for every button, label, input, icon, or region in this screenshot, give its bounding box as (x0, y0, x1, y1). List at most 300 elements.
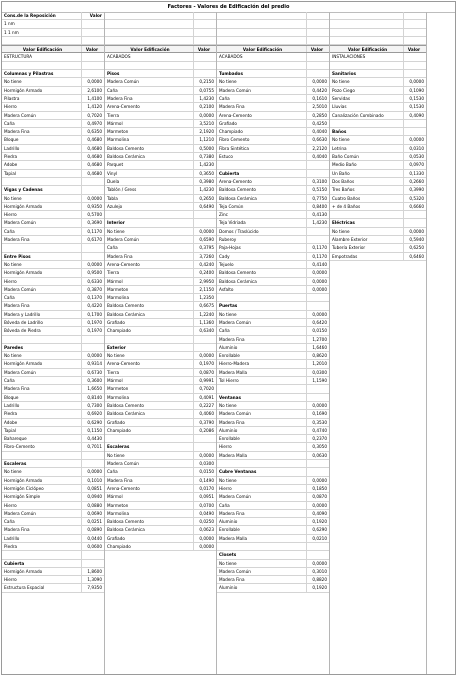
table-row[interactable] (2, 302, 104, 310)
table-row[interactable] (2, 37, 104, 45)
cell-value: 0,0951 (193, 493, 216, 500)
table-row[interactable] (105, 302, 216, 310)
table-row[interactable] (2, 543, 104, 551)
table-row[interactable] (330, 228, 426, 236)
table-row[interactable] (105, 228, 216, 236)
table-row[interactable] (105, 244, 216, 252)
cell-value: 0,1690 (306, 410, 329, 417)
table-row[interactable] (217, 178, 329, 186)
table-row[interactable] (2, 236, 104, 244)
table-row[interactable] (105, 452, 216, 460)
table-row[interactable] (105, 211, 216, 219)
table-row[interactable] (217, 402, 329, 410)
cell-value: 0,6290 (306, 526, 329, 533)
table-row[interactable] (2, 518, 104, 526)
section-header-row[interactable] (105, 70, 216, 78)
table-row[interactable] (105, 427, 216, 435)
section-header-row[interactable] (2, 344, 104, 352)
section-header-row[interactable] (105, 219, 216, 227)
table-row[interactable] (2, 510, 104, 518)
table-row[interactable] (105, 269, 216, 277)
cell-value: 0,0000 (193, 112, 216, 119)
cell-label: Madera Común (107, 237, 139, 243)
table-row[interactable] (105, 170, 216, 178)
table-row[interactable] (105, 78, 216, 86)
cell-label: No tiene (219, 311, 237, 317)
table-row[interactable] (2, 485, 104, 493)
table-row[interactable] (2, 87, 104, 95)
table-row[interactable] (217, 228, 329, 236)
table-row[interactable] (217, 145, 329, 153)
cell-value: 0,1850 (306, 485, 329, 492)
table-row[interactable] (105, 369, 216, 377)
table-row[interactable] (2, 170, 104, 178)
table-row[interactable] (2, 385, 104, 393)
cell-value: 0,6420 (306, 319, 329, 326)
table-row[interactable] (2, 219, 104, 227)
table-row[interactable] (105, 195, 216, 203)
column-header-row[interactable] (217, 45, 329, 53)
cell-label: Teja Común (219, 203, 244, 209)
table-row[interactable] (217, 211, 329, 219)
table-row[interactable] (105, 136, 216, 144)
table-row[interactable] (217, 385, 329, 393)
table-row[interactable] (217, 410, 329, 418)
cell-value: 0,6590 (193, 236, 216, 243)
table-row[interactable] (2, 195, 104, 203)
table-row[interactable] (2, 327, 104, 335)
cell-value: 0,4040 (306, 128, 329, 135)
table-row[interactable] (330, 112, 426, 120)
table-row[interactable] (2, 294, 104, 302)
table-row[interactable] (217, 136, 329, 144)
section-header-row[interactable] (330, 70, 426, 78)
cell-label: Lluvias (332, 104, 347, 110)
table-row[interactable] (105, 518, 216, 526)
table-row[interactable] (2, 394, 104, 402)
table-row[interactable] (105, 468, 216, 476)
cell-label: Marmeton (107, 129, 129, 135)
table-row[interactable] (2, 311, 104, 319)
table-row[interactable] (2, 145, 104, 153)
table-row[interactable] (2, 360, 104, 368)
table-row[interactable] (2, 568, 104, 576)
table-row[interactable] (2, 136, 104, 144)
cell-value: 0,1490 (193, 477, 216, 484)
section-header-row[interactable] (2, 560, 104, 568)
table-row[interactable] (105, 352, 216, 360)
section-header-row[interactable] (330, 128, 426, 136)
table-row[interactable] (105, 477, 216, 485)
table-row[interactable] (217, 161, 329, 169)
cell-value: 0,1610 (306, 95, 329, 102)
table-row[interactable] (105, 402, 216, 410)
table-row[interactable] (217, 518, 329, 526)
table-row[interactable] (105, 410, 216, 418)
table-row[interactable] (2, 203, 104, 211)
table-row[interactable] (105, 95, 216, 103)
table-row[interactable] (217, 95, 329, 103)
table-row[interactable] (217, 269, 329, 277)
table-row[interactable] (2, 120, 104, 128)
table-row[interactable] (330, 236, 426, 244)
cell-label: Cuatro Baños (332, 195, 361, 201)
cell-label: Marmolina (107, 137, 130, 143)
table-row[interactable] (217, 261, 329, 269)
table-row[interactable] (217, 452, 329, 460)
cell-value: 0,7011 (81, 443, 104, 450)
table-row[interactable] (217, 37, 329, 45)
table-row[interactable] (2, 352, 104, 360)
section-header-row[interactable] (2, 460, 104, 468)
table-row[interactable] (2, 419, 104, 427)
table-row[interactable] (105, 286, 216, 294)
section-header-row[interactable] (217, 551, 329, 559)
table-row[interactable] (2, 95, 104, 103)
section-header-row[interactable] (217, 302, 329, 310)
table-row[interactable] (105, 128, 216, 136)
table-row[interactable] (105, 485, 216, 493)
table-row[interactable] (330, 178, 426, 186)
cell-label (217, 161, 306, 168)
table-row[interactable] (2, 410, 104, 418)
cell-label (105, 37, 193, 44)
cell-label: Duela (107, 178, 120, 184)
table-row[interactable] (105, 419, 216, 427)
cell-value: 0,1530 (403, 95, 426, 102)
table-row[interactable] (330, 103, 426, 111)
table-row[interactable] (217, 20, 329, 28)
table-row[interactable] (105, 37, 216, 45)
table-row[interactable] (330, 153, 426, 161)
table-row[interactable] (217, 112, 329, 120)
table-row[interactable] (330, 211, 426, 219)
table-row[interactable] (105, 394, 216, 402)
table-row[interactable] (2, 369, 104, 377)
table-row[interactable] (105, 435, 216, 443)
table-row[interactable] (105, 203, 216, 211)
table-row[interactable] (2, 452, 104, 460)
table-row[interactable] (2, 128, 104, 136)
table-row[interactable] (217, 53, 329, 61)
table-row[interactable] (105, 385, 216, 393)
cell-label: Asfalto (219, 286, 234, 292)
table-row[interactable] (2, 261, 104, 269)
table-row[interactable] (217, 568, 329, 576)
table-row[interactable] (2, 402, 104, 410)
table-row[interactable] (217, 311, 329, 319)
table-row[interactable] (105, 311, 216, 319)
cell-label: Escaleras (107, 444, 130, 450)
table-row[interactable] (217, 460, 329, 468)
table-row[interactable] (2, 278, 104, 286)
table-row[interactable] (330, 87, 426, 95)
table-row[interactable] (2, 20, 104, 28)
table-row[interactable] (217, 443, 329, 451)
table-row[interactable] (105, 87, 216, 95)
table-row[interactable] (217, 62, 329, 70)
table-row[interactable] (2, 62, 104, 70)
table-row[interactable] (105, 261, 216, 269)
section-header-row[interactable] (217, 468, 329, 476)
table-row[interactable] (217, 377, 329, 385)
cell-value: 0,6730 (81, 369, 104, 376)
table-row[interactable] (217, 485, 329, 493)
table-row[interactable] (105, 319, 216, 327)
table-row[interactable] (105, 12, 216, 20)
table-row[interactable] (217, 336, 329, 344)
table-row[interactable] (217, 12, 329, 20)
table-row[interactable] (105, 236, 216, 244)
table-row[interactable] (217, 327, 329, 335)
cell-value: 0,6490 (193, 203, 216, 210)
table-row[interactable] (2, 269, 104, 277)
table-row[interactable] (105, 377, 216, 385)
table-row[interactable] (2, 53, 104, 61)
section-header-row[interactable] (2, 253, 104, 261)
table-row[interactable] (330, 170, 426, 178)
cell-value: 2,5010 (306, 103, 329, 110)
cell-value: 2,6100 (81, 87, 104, 94)
table-row[interactable] (217, 369, 329, 377)
cell-value: 3,7260 (193, 253, 216, 260)
table-row[interactable] (330, 78, 426, 86)
table-row[interactable] (217, 103, 329, 111)
table-row[interactable] (330, 20, 426, 28)
cell-label: Pilastra (4, 95, 20, 101)
cell-label: Servidas (332, 95, 351, 101)
table-row[interactable] (217, 128, 329, 136)
section-header-row[interactable] (105, 443, 216, 451)
cell-value (306, 161, 329, 168)
cell-label: Tabla (107, 195, 118, 201)
table-row[interactable] (2, 211, 104, 219)
cell-label: Baldosa Cemento (107, 402, 144, 408)
cell-label: Tumbados (219, 71, 243, 77)
table-row[interactable] (2, 576, 104, 584)
section-header-row[interactable] (105, 344, 216, 352)
cell-value: 0,4680 (81, 161, 104, 168)
column-header-row[interactable] (105, 45, 216, 53)
table-row[interactable] (330, 120, 426, 128)
table-row[interactable] (105, 535, 216, 543)
table-row[interactable] (330, 12, 426, 20)
cell-value: 0,7020 (81, 112, 104, 119)
section-header-row[interactable] (217, 394, 329, 402)
cell-label (105, 29, 193, 36)
table-row[interactable] (105, 103, 216, 111)
cell-label: Hormigón Ciclópeo (4, 485, 44, 491)
cell-value: 0,0000 (306, 269, 329, 276)
table-row[interactable] (217, 203, 329, 211)
table-row[interactable] (105, 510, 216, 518)
table-row[interactable] (217, 435, 329, 443)
table-row[interactable] (105, 493, 216, 501)
cell-value: 0,6340 (193, 327, 216, 334)
table-row[interactable] (217, 493, 329, 501)
table-row[interactable] (105, 153, 216, 161)
table-row[interactable] (105, 294, 216, 302)
table-row[interactable] (105, 526, 216, 534)
table-row[interactable] (330, 145, 426, 153)
table-row[interactable] (217, 419, 329, 427)
table-row[interactable] (2, 244, 104, 252)
cell-label: Grafiado (107, 535, 125, 541)
table-row[interactable] (105, 62, 216, 70)
table-row[interactable] (217, 584, 329, 592)
table-row[interactable] (330, 186, 426, 194)
table-row[interactable] (105, 502, 216, 510)
table-row[interactable] (2, 427, 104, 435)
table-row[interactable] (105, 178, 216, 186)
cell-label: Hierro-Madera (219, 361, 250, 367)
table-row[interactable] (2, 112, 104, 120)
table-row[interactable] (105, 186, 216, 194)
cell-label: Madera Fina (219, 510, 245, 516)
table-row[interactable] (2, 286, 104, 294)
cell-value: 0,3100 (306, 178, 329, 185)
cell-value: 0,2660 (403, 178, 426, 185)
table-row[interactable] (217, 576, 329, 584)
table-row[interactable] (217, 502, 329, 510)
table-row[interactable] (217, 526, 329, 534)
table-row[interactable] (2, 78, 104, 86)
cell-value: 0,0000 (81, 261, 104, 268)
table-row[interactable] (217, 477, 329, 485)
table-row[interactable] (217, 195, 329, 203)
cell-value: 0,0700 (193, 502, 216, 509)
table-row[interactable] (217, 244, 329, 252)
cell-label: Paredes (4, 344, 24, 350)
table-row[interactable] (105, 460, 216, 468)
cell-label: No tiene (107, 452, 125, 458)
section-header-row[interactable] (2, 12, 104, 20)
table-row[interactable] (105, 327, 216, 335)
section-header-row[interactable] (2, 70, 104, 78)
table-row[interactable] (217, 120, 329, 128)
table-row[interactable] (330, 253, 426, 261)
cell-value: 0,2400 (193, 269, 216, 276)
section-header-row[interactable] (217, 170, 329, 178)
cell-label: Caña (107, 245, 118, 251)
table-row[interactable] (217, 87, 329, 95)
table-row[interactable] (105, 360, 216, 368)
table-row[interactable] (2, 228, 104, 236)
table-row[interactable] (330, 195, 426, 203)
table-row[interactable] (330, 29, 426, 37)
table-row[interactable] (217, 319, 329, 327)
table-row[interactable] (2, 161, 104, 169)
cell-label: Caña (107, 87, 118, 93)
table-row[interactable] (217, 219, 329, 227)
table-row[interactable] (2, 493, 104, 501)
table-row[interactable] (217, 543, 329, 551)
table-row[interactable] (2, 502, 104, 510)
table-row[interactable] (330, 244, 426, 252)
table-row[interactable] (217, 560, 329, 568)
column-header-row[interactable] (330, 45, 426, 53)
table-row[interactable] (330, 136, 426, 144)
table-row[interactable] (2, 319, 104, 327)
cell-label: Tierra (107, 369, 120, 375)
cell-value: 0,2086 (193, 427, 216, 434)
table-row[interactable] (330, 161, 426, 169)
cell-value (306, 170, 329, 177)
cell-label: Paja-Hojas (219, 245, 241, 251)
section-header-row[interactable] (330, 219, 426, 227)
table-row[interactable] (105, 145, 216, 153)
table-row[interactable] (2, 584, 104, 592)
table-row[interactable] (2, 153, 104, 161)
table-row[interactable] (217, 352, 329, 360)
table-row[interactable] (330, 62, 426, 70)
table-row[interactable] (217, 360, 329, 368)
table-row[interactable] (217, 236, 329, 244)
table-row[interactable] (2, 477, 104, 485)
cell-value: 1,2350 (193, 294, 216, 301)
table-row[interactable] (217, 535, 329, 543)
table-row[interactable] (217, 294, 329, 302)
table-row[interactable] (217, 253, 329, 261)
table-row[interactable] (2, 526, 104, 534)
table-row[interactable] (217, 78, 329, 86)
table-row[interactable] (2, 103, 104, 111)
cell-label: Bóveda de Ladrillo (4, 319, 43, 325)
cell-value: 0,1170 (306, 253, 329, 260)
table-row[interactable] (2, 178, 104, 186)
cell-value (193, 443, 216, 450)
cell-label: Champiado (107, 427, 131, 433)
table-row[interactable] (105, 29, 216, 37)
table-row[interactable] (105, 112, 216, 120)
table-row[interactable] (105, 20, 216, 28)
table-row[interactable] (105, 253, 216, 261)
table-row[interactable] (2, 29, 104, 37)
column-header-row[interactable] (2, 45, 104, 53)
table-row[interactable] (2, 336, 104, 344)
table-row[interactable] (217, 510, 329, 518)
table-row[interactable] (105, 161, 216, 169)
table-row[interactable] (217, 286, 329, 294)
table-row[interactable] (105, 278, 216, 286)
table-row[interactable] (217, 29, 329, 37)
table-row[interactable] (217, 278, 329, 286)
table-row[interactable] (2, 443, 104, 451)
table-row[interactable] (2, 551, 104, 559)
table-row[interactable] (105, 53, 216, 61)
cell-label: Baldosa Cemento (107, 519, 144, 525)
section-header-row[interactable] (2, 186, 104, 194)
cell-label (330, 62, 403, 69)
section-header-row[interactable] (217, 70, 329, 78)
table-row[interactable] (330, 53, 426, 61)
table-row[interactable] (105, 543, 216, 551)
table-row[interactable] (330, 37, 426, 45)
table-row[interactable] (105, 336, 216, 344)
table-row[interactable] (2, 535, 104, 543)
table-row[interactable] (105, 120, 216, 128)
table-row[interactable] (217, 153, 329, 161)
table-row[interactable] (217, 186, 329, 194)
table-row[interactable] (2, 377, 104, 385)
table-row[interactable] (330, 203, 426, 211)
table-row[interactable] (217, 344, 329, 352)
table-row[interactable] (217, 427, 329, 435)
table-row[interactable] (2, 468, 104, 476)
table-row[interactable] (2, 435, 104, 443)
cell-value: 0,4060 (193, 410, 216, 417)
table-row[interactable] (330, 95, 426, 103)
